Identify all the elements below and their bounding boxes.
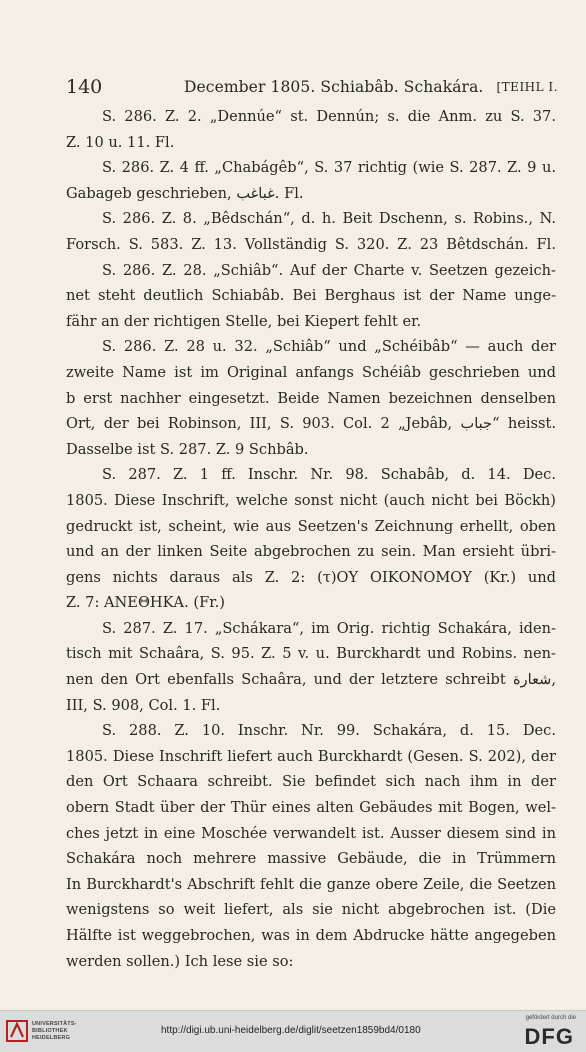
library-name <box>32 1021 77 1042</box>
text-line: wenigstens so weit liefert, als sie nicht abgebrochen ist. (Die <box>66 901 556 919</box>
running-title: December 1805. Schiabâb. Schakára. <box>184 78 484 96</box>
page-number: 140 <box>66 76 103 98</box>
text-line: Gabageb geschrieben, غباغب. Fl. <box>66 184 304 202</box>
text-line: Hälfte ist weggebrochen, was in dem Abdrucke hätte angegeben <box>66 927 556 944</box>
text-line: Z. 10 u. 11. Fl. <box>66 133 175 151</box>
text-line: und an der linken Seite abgebrochen zu sein. Man ersieht übri- <box>66 543 556 561</box>
text-line: 1805. Diese Inschrift, welche sonst nicht (auch nicht bei Böckh) <box>66 491 556 509</box>
text-line: Dasselbe ist S. 287. Z. 9 Schbâb. <box>66 440 309 458</box>
text-line: Schakára noch mehrere massive Gebäude, die in Trümmern <box>66 850 556 868</box>
text-line: III, S. 908, Col. 1. Fl. <box>66 696 221 714</box>
text-line: 1805. Diese Inschrift liefert auch Burckhardt (Gesen. S. 202), der <box>66 747 556 765</box>
body-text <box>66 104 556 974</box>
text-line: S. 286. Z. 28. „Schiâb“. Auf der Charte v. Seetzen gezeich- <box>102 261 556 279</box>
text-line: Z. 7: ΑΝΕΘΗΚΑ. (Fr.) <box>66 594 225 612</box>
text-line: S. 287. Z. 17. „Schákara“, im Orig. richtig Schakára, iden- <box>102 619 556 637</box>
text-line: obern Stadt über der Thür eines alten Gebäudes mit Bogen, wel- <box>66 799 556 817</box>
text-line: S. 286. Z. 28 u. 32. „Schiâb“ und „Schéibâb“ — auch der <box>102 338 556 356</box>
viewer-footer <box>0 1010 586 1052</box>
text-line: Ort, der bei Robinson, III, S. 903. Col. 2 „Jebâb, جباب“ heisst. <box>66 415 556 433</box>
text-line: gens nichts daraus als Z. 2: (τ)ΟΥ ΟΙΚΟΝΟΜΟΥ (Kr.) und <box>66 568 556 586</box>
part-label: [TEIHL I. <box>496 80 558 94</box>
library-name-line: BIBLIOTHEK <box>32 1028 68 1034</box>
funding-note: gefördert durch die <box>525 1015 576 1021</box>
dfg-logo: DFG <box>524 1024 574 1049</box>
text-line: b erst nachher eingesetzt. Beide Namen bezeichnen denselben <box>66 389 556 407</box>
text-line: nen den Ort ebenfalls Schaâra, und der letztere schreibt شعارة, <box>66 671 556 689</box>
text-line: den Ort Schaara schreibt. Sie befindet sich nach ihm in der <box>66 773 556 791</box>
text-line: tisch mit Schaâra, S. 95. Z. 5 v. u. Burckhardt und Robins. nen- <box>66 645 556 663</box>
text-line: S. 288. Z. 10. Inschr. Nr. 99. Schakára, d. 15. Dec. <box>102 722 556 740</box>
text-line: werden sollen.) Ich lese sie so: <box>66 952 294 970</box>
text-line: S. 287. Z. 1 ff. Inschr. Nr. 98. Schabâb, d. 14. Dec. <box>102 466 556 484</box>
text-line: fähr an der richtigen Stelle, bei Kiepert fehlt er. <box>66 312 422 330</box>
text-line: net steht deutlich Schiabâb. Bei Berghaus ist der Name unge- <box>66 287 556 305</box>
text-line: S. 286. Z. 2. „Dennúe“ st. Dennún; s. die Anm. zu S. 37. <box>102 108 556 125</box>
text-line: Forsch. S. 583. Z. 13. Vollständig S. 320. Z. 23 Bêtdschán. Fl. <box>66 235 556 253</box>
university-library-logo-icon <box>6 1019 28 1043</box>
permalink-url[interactable]: http://digi.ub.uni-heidelberg.de/diglit/seetzen1859bd4/0180 <box>161 1025 421 1036</box>
running-header <box>66 76 560 98</box>
library-name-line: HEIDELBERG <box>32 1035 71 1041</box>
text-line: In Burckhardt's Abschrift fehlt die ganze obere Zeile, die Seetzen <box>66 875 556 893</box>
text-line: S. 286. Z. 4 ff. „Chabágêb“, S. 37 richtig (wie S. 287. Z. 9 u. <box>102 159 556 177</box>
text-line: ches jetzt in eine Moschée verwandelt ist. Ausser diesem sind in <box>66 824 556 842</box>
library-name-line: UNIVERSITÄTS- <box>32 1021 77 1027</box>
text-line: S. 286. Z. 8. „Bêdschán“, d. h. Beit Dschenn, s. Robins., N. <box>102 210 556 228</box>
text-line: zweite Name ist im Original anfangs Schéiâb geschrieben und <box>66 363 556 381</box>
text-line: gedruckt ist, scheint, wie aus Seetzen's Zeichnung erhellt, oben <box>66 517 556 535</box>
